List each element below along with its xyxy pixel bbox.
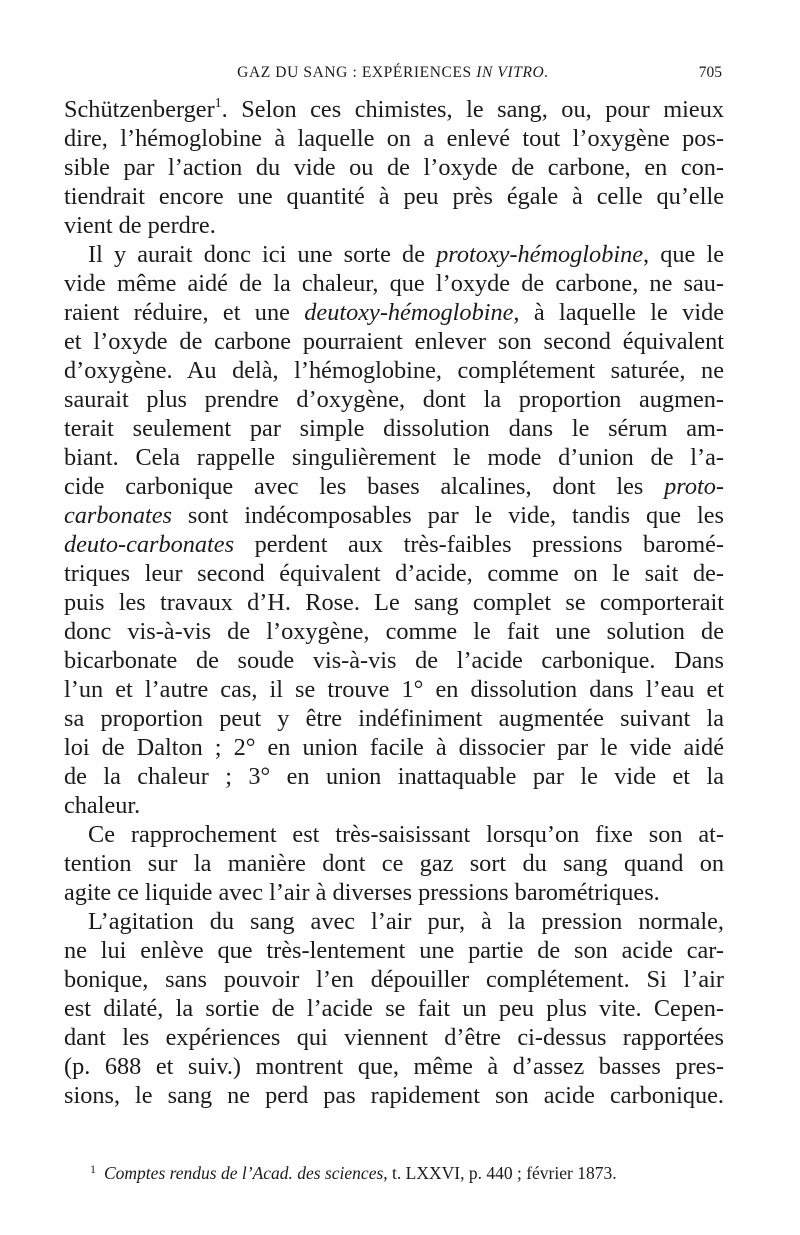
text-segment: dire, l’hémoglobine à laquelle on a enlevé tout l’oxygène pos- bbox=[64, 125, 724, 152]
text-segment: sible par l’action du vide ou de l’oxyde de carbone, en con- bbox=[64, 154, 724, 181]
italic-text: protoxy-hémoglobine bbox=[436, 241, 644, 268]
text-segment: raient réduire, et une bbox=[64, 299, 305, 326]
text-line bbox=[64, 704, 724, 733]
text-segment: l’un et l’autre cas, il se trouve 1° en dissolution dans l’eau et bbox=[64, 676, 724, 703]
running-head-roman: GAZ DU SANG : EXPÉRIENCES bbox=[237, 64, 477, 81]
text-line bbox=[64, 762, 724, 791]
paragraph bbox=[64, 95, 724, 240]
text-segment: L’agitation du sang avec l’air pur, à la pression normale, bbox=[88, 908, 724, 935]
text-segment: cide carbonique avec les bases alcalines, dont les bbox=[64, 473, 665, 500]
paragraph bbox=[64, 240, 724, 820]
text-segment: terait seulement par simple dissolution dans le sérum am- bbox=[64, 415, 724, 442]
text-segment: . Selon ces chimistes, le sang, ou, pour mieux bbox=[221, 96, 724, 123]
text-segment: , que le bbox=[643, 241, 725, 268]
text-segment: triques leur second équivalent d’acide, comme on le sait de- bbox=[64, 560, 724, 587]
text-segment: sions, le sang ne perd pas rapidement son acide carbonique. bbox=[64, 1082, 724, 1109]
text-line bbox=[64, 907, 724, 936]
text-line bbox=[64, 559, 724, 588]
footnote-roman-text: , t. LXXVI, p. 440 ; février 1873. bbox=[383, 1163, 617, 1183]
text-segment: loi de Dalton ; 2° en union facile à dissocier par le vide aidé bbox=[64, 734, 724, 761]
text-segment: puis les travaux d’H. Rose. Le sang complet se comporterait bbox=[64, 589, 724, 616]
text-segment: sont indécomposables par le vide, tandis que les bbox=[171, 502, 724, 529]
text-line bbox=[64, 1052, 724, 1081]
text-line bbox=[64, 414, 724, 443]
footnote-italic-text: Comptes rendus de l’Acad. des sciences bbox=[104, 1163, 384, 1183]
text-segment: tention sur la manière dont ce gaz sort du sang quand on bbox=[64, 850, 724, 877]
text-segment: Il y aurait donc ici une sorte de bbox=[88, 241, 437, 268]
footnote bbox=[90, 1158, 730, 1184]
text-segment: tiendrait encore une quantité à peu près égale à celle qu’elle bbox=[64, 183, 724, 210]
text-segment: d’oxygène. Au delà, l’hémoglobine, complétement saturée, ne bbox=[64, 357, 724, 384]
text-segment: saurait plus prendre d’oxygène, dont la proportion augmen- bbox=[64, 386, 724, 413]
text-segment: vient de perdre. bbox=[64, 212, 216, 239]
text-segment: vide même aidé de la chaleur, que l’oxyde de carbone, ne sau- bbox=[64, 270, 724, 297]
text-line bbox=[64, 733, 724, 762]
text-line bbox=[64, 1081, 724, 1110]
paragraph bbox=[64, 907, 724, 1110]
text-segment: dant les expériences qui viennent d’être ci-dessus rapportées bbox=[64, 1024, 724, 1051]
text-line bbox=[64, 530, 724, 559]
text-line bbox=[64, 269, 724, 298]
footnote-number: 1 bbox=[90, 1162, 96, 1176]
text-segment: bonique, sans pouvoir l’en dépouiller complétement. Si l’air bbox=[64, 966, 724, 993]
text-segment: et l’oxyde de carbone pourraient enlever son second équivalent bbox=[64, 328, 724, 355]
text-line bbox=[64, 240, 724, 269]
text-line bbox=[64, 95, 724, 124]
text-segment: Ce rapprochement est très-saisissant lorsqu’on fixe son at- bbox=[88, 821, 724, 848]
page-header bbox=[64, 64, 722, 88]
text-segment: ne lui enlève que très-lentement une partie de son acide car- bbox=[64, 937, 724, 964]
paragraph bbox=[64, 820, 724, 907]
body-text bbox=[64, 95, 724, 1110]
text-line bbox=[64, 965, 724, 994]
text-line bbox=[64, 791, 724, 820]
text-segment: (p. 688 et suiv.) montrent que, même à d’assez basses pres- bbox=[64, 1053, 724, 1080]
text-segment: donc vis-à-vis de l’oxygène, comme le fait une solution de bbox=[64, 618, 724, 645]
text-line bbox=[64, 182, 724, 211]
text-line bbox=[64, 124, 724, 153]
text-line bbox=[64, 153, 724, 182]
text-line bbox=[64, 849, 724, 878]
footnote-reference: 1 bbox=[214, 96, 222, 111]
text-line bbox=[64, 878, 724, 907]
text-line bbox=[64, 588, 724, 617]
text-line bbox=[64, 356, 724, 385]
text-line bbox=[64, 646, 724, 675]
text-line bbox=[64, 327, 724, 356]
text-line bbox=[64, 385, 724, 414]
text-line bbox=[64, 443, 724, 472]
text-segment: est dilaté, la sortie de l’acide se fait un peu plus vite. Cepen- bbox=[64, 995, 724, 1022]
text-line bbox=[64, 820, 724, 849]
text-segment: Schützenberger bbox=[64, 96, 215, 123]
text-segment: bicarbonate de soude vis-à-vis de l’acide carbonique. Dans bbox=[64, 647, 724, 674]
italic-text: proto- bbox=[664, 473, 724, 500]
text-line bbox=[64, 675, 724, 704]
text-segment: chaleur. bbox=[64, 792, 141, 819]
text-segment: , à laquelle le vide bbox=[513, 299, 725, 326]
text-line bbox=[64, 211, 724, 240]
text-segment: agite ce liquide avec l’air à diverses pressions barométriques. bbox=[64, 879, 660, 906]
running-head-italic: IN VITRO. bbox=[476, 64, 549, 81]
text-line bbox=[64, 298, 724, 327]
text-segment: perdent aux très-faibles pressions baromé- bbox=[234, 531, 724, 558]
running-head bbox=[64, 64, 722, 82]
text-line bbox=[64, 1023, 724, 1052]
italic-text: deutoxy-hémoglobine bbox=[304, 299, 514, 326]
page-number: 705 bbox=[698, 64, 722, 81]
text-line bbox=[64, 994, 724, 1023]
text-line bbox=[64, 936, 724, 965]
italic-text: carbonates bbox=[64, 502, 172, 529]
text-line bbox=[64, 472, 724, 501]
text-line bbox=[64, 501, 724, 530]
text-segment: biant. Cela rappelle singulièrement le mode d’union de l’a- bbox=[64, 444, 724, 471]
text-segment: sa proportion peut y être indéfiniment augmentée suivant la bbox=[64, 705, 724, 732]
italic-text: deuto-carbonates bbox=[64, 531, 235, 558]
text-line bbox=[64, 617, 724, 646]
text-segment: de la chaleur ; 3° en union inattaquable par le vide et la bbox=[64, 763, 724, 790]
